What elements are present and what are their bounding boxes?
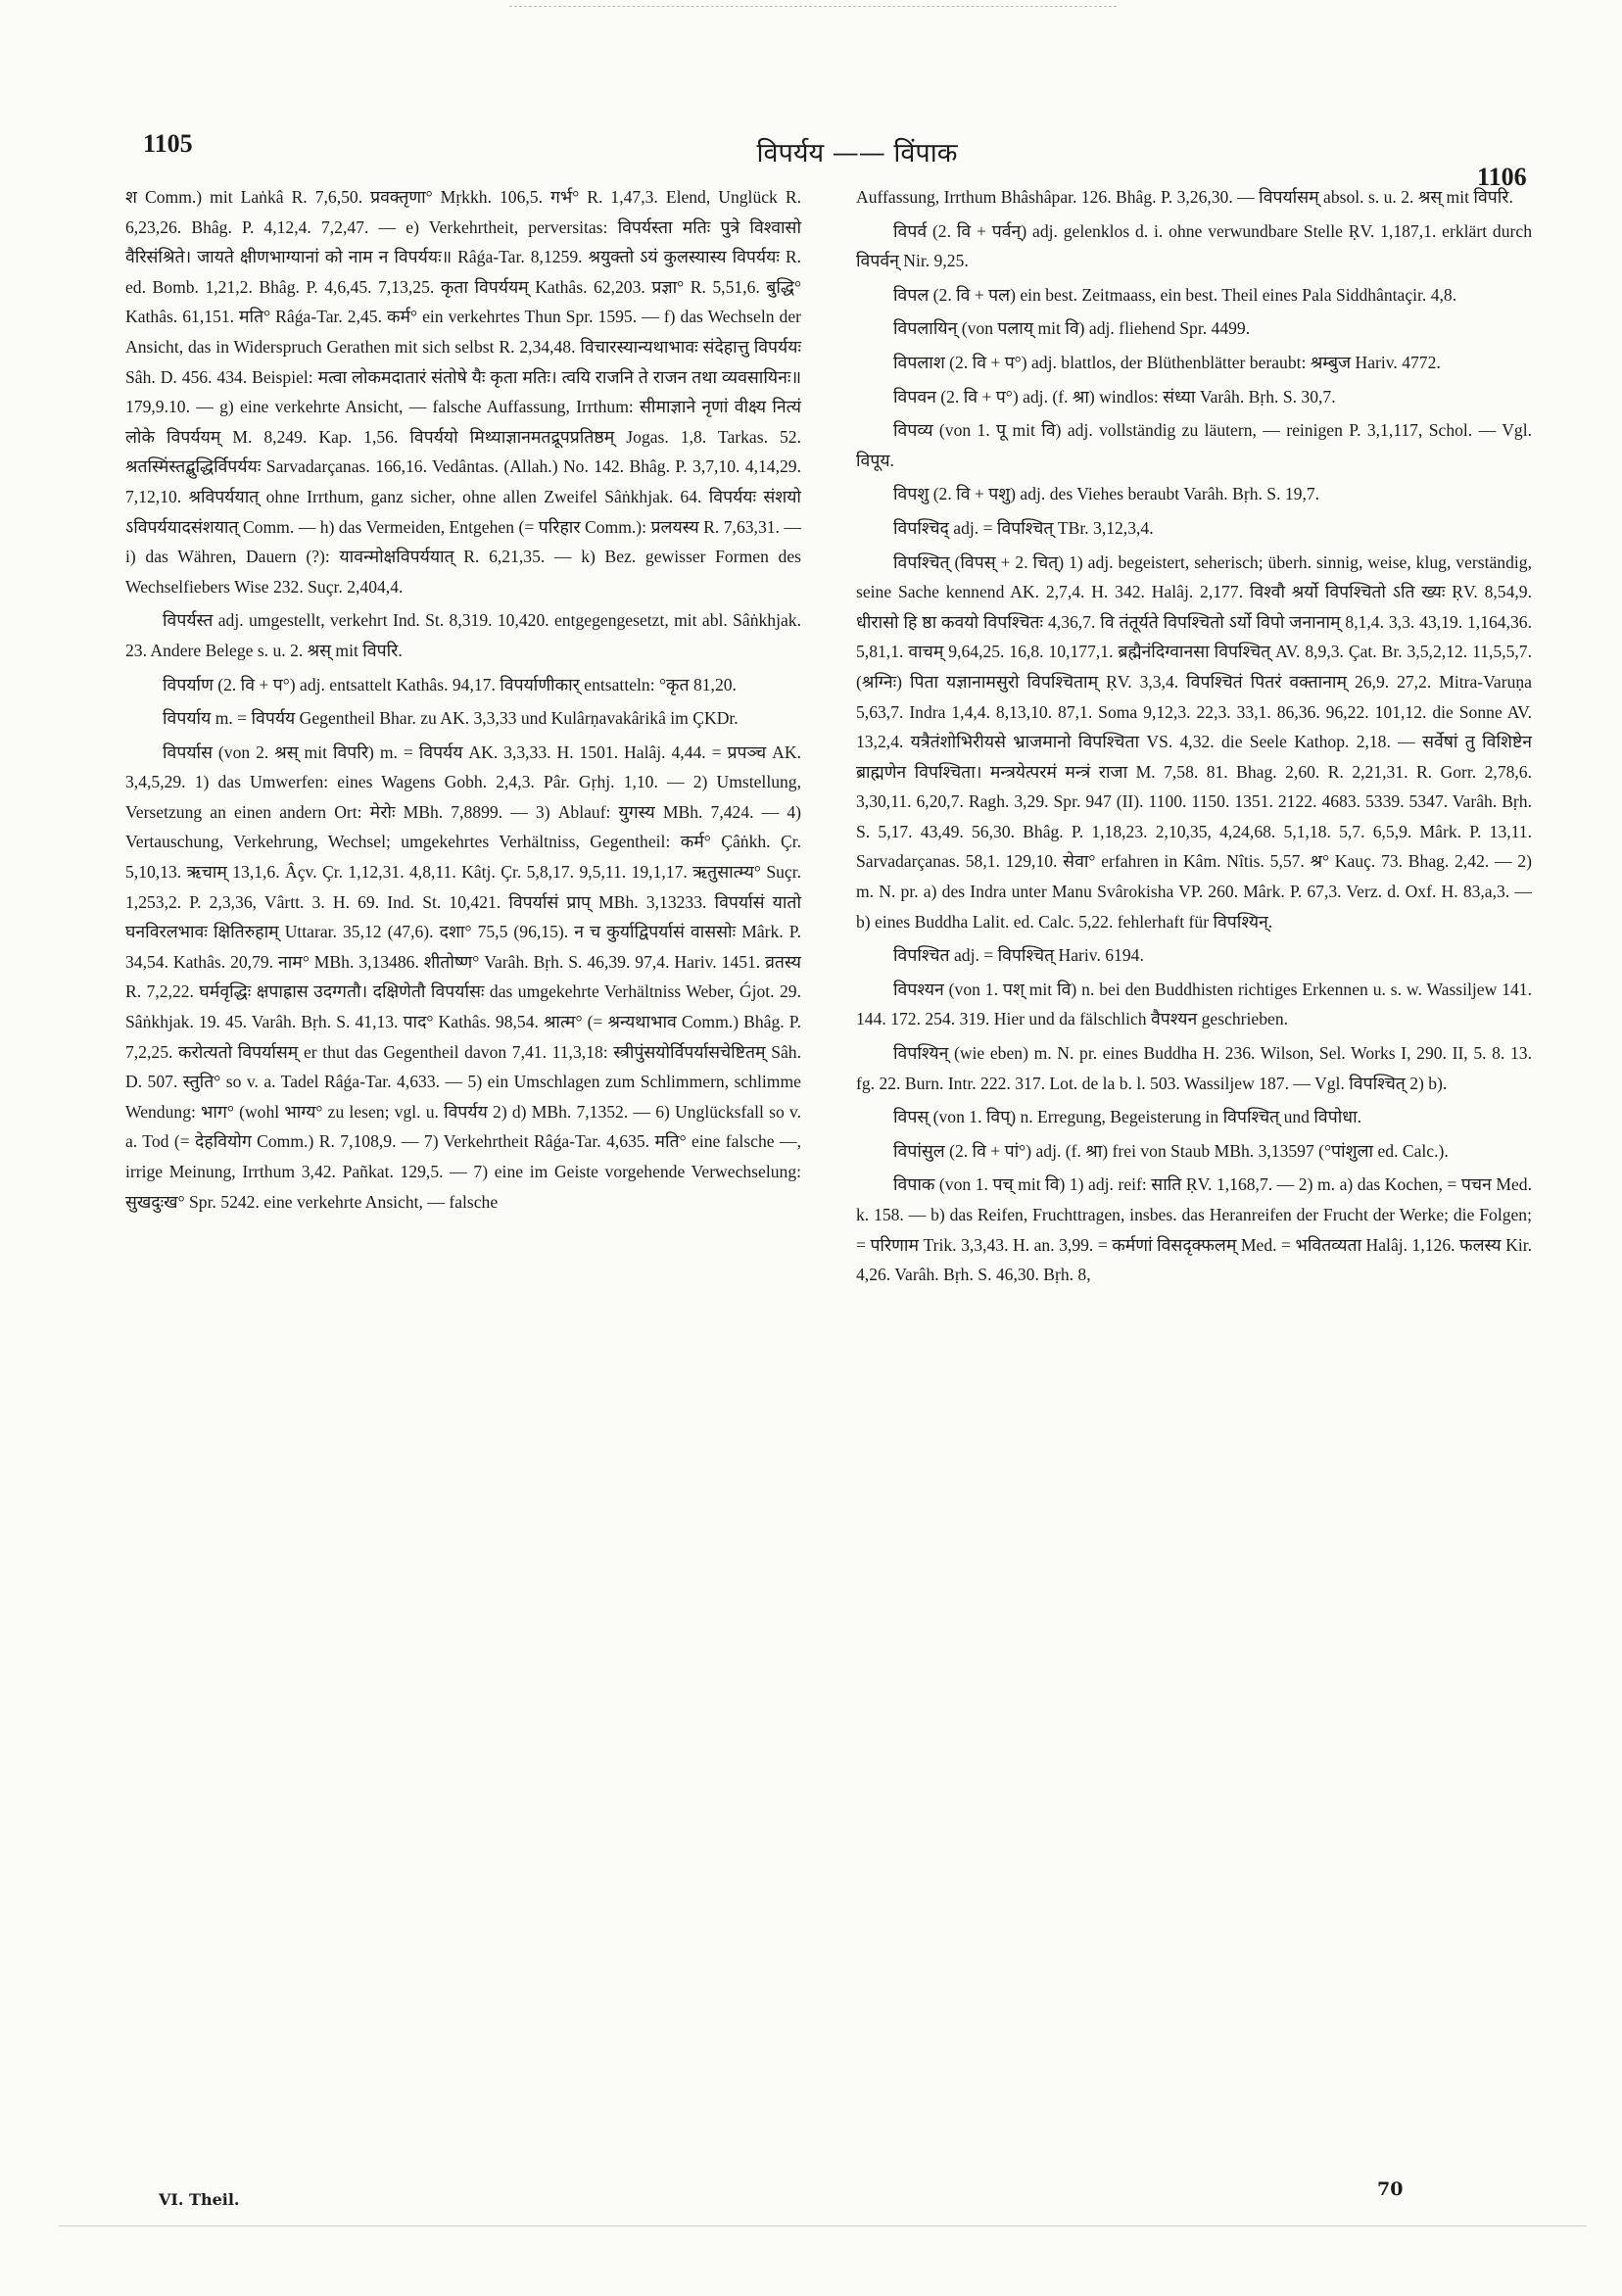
entry-vipalasha: विपलाश (2. वि + प°) adj. blattlos, der Blüthenblätter beraubt: श्रम्बुज Hariv. 4772. xyxy=(893,352,1441,372)
entry-vipashyin: विपश्यिन् (wie eben) m. N. pr. eines Buddha H. 236. Wilson, Sel. Works I, 290. II, 5. 8. 13. fg. 22. Burn. Intr. 222. 317. Lot. de la b. l. 503. Wassiljew 187. — Vgl. विपश्चित् 2) b). xyxy=(856,1043,1532,1093)
entry-vipamsula: विपांसुल (2. वि + पां°) adj. (f. श्रा) frei von Staub MBh. 3,13597 (°पांशुला ed. Calc.). xyxy=(893,1140,1449,1161)
entry-continuation-right: Auffassung, Irrthum Bhâshâpar. 126. Bhâg. P. 3,26,30. — विपर्यासम् absol. s. u. 2. श्रस् mit विपरि. xyxy=(856,187,1513,207)
entry-vipalayin: विपलायिन् (von पलाय् mit वि) adj. fliehend Spr. 4499. xyxy=(893,318,1251,339)
running-header: विपर्यय —— विंपाक xyxy=(756,138,958,168)
entry-vipavana: विपवन (2. वि + प°) adj. (f. श्रा) windlos: संध्या Varâh. Bṛh. S. 30,7. xyxy=(893,386,1336,407)
left-column xyxy=(125,182,801,1220)
right-page-number: 1106 xyxy=(1477,163,1527,191)
entry-vipashyana: विपश्यन (von 1. पश् mit वि) n. bei den Buddhisten richtiges Erkennen u. s. w. Wassiljew 141. 144. 172. 254. 319. Hier und da fälschlich वैपश्यन geschrieben. xyxy=(856,979,1532,1029)
entry-vipala: विपल (2. वि + पल) ein best. Zeitmaass, ein best. Theil eines Pala Siddhântaçir. 4,8. xyxy=(893,284,1457,305)
top-rule xyxy=(509,6,1117,7)
entry-viparva: विपर्व (2. वि + पर्वन्) adj. gelenklos d. i. ohne verwundbare Stelle ṚV. 1,187,1. erklärt durch विपर्वन् Nir. 9,25. xyxy=(856,220,1532,271)
entry-vipashchit: विपश्चित् (विपस् + 2. चित्) 1) adj. begeistert, seherisch; überh. sinnig, weise, klug, verständig, seine Sache kennend AK. 2,7,4. H. 342. Halâj. 2,177. विश्वौ श्रर्यो विपश्चितो ऽति ख्यः ṚV. 8,54,9. धीरासो हि ष्ठा कवयो विपश्चितः 4,36,7. वि तंतूर्यते विपश्चितो ऽर्यो विपो जनानाम् 8,1,4. 3,3. 43,19. 1,164,36. 5,81,1. वाचम् 9,64,25. 16,8. 10,177,1. ब्रह्मैनंदिग्वानसा विपश्चित् AV. 8,9,3. Çat. Br. 3,5,2,12. 11,5,5,7. (श्रग्निः) पिता यज्ञानामसुरो विपश्चिताम् ṚV. 3,3,4. विपश्चितं पितरं वक्तानाम् 26,9. 27,2. Mitra-Varuṇa 5,63,7. Indra 1,4,4. 8,13,10. 87,1. Soma 9,12,3. 22,3. 33,1. 86,36. 96,22. 101,12. die Sonne AV. 13,2,4. यत्रैतंशोभिरीयसे भ्राजमानो विपश्चिता VS. 4,32. die Seele Kathop. 2,18. — सर्वेषां तु विशिष्टेन ब्राह्मणेन विपश्चिता। मन्त्रयेत्परमं मन्त्रं राजा M. 7,58. 81. Bhag. 2,60. R. 2,21,31. R. Gorr. 2,78,6. 3,30,11. 6,20,7. Ragh. 3,29. Spr. 947 (II). 1100. 1150. 1351. 2122. 4683. 5339. 5347. Varâh. Bṛh. S. 5,17. 43,49. 56,30. Bhâg. P. 1,18,23. 2,10,35, 4,24,68. 5,1,18. 5,7. 6,5,9. Mârk. P. 13,11. Sarvadarçanas. 58,1. 129,10. सेवा° erfahren in Kâm. Nîtis. 5,57. श्र° Kauç. 73. Bhag. 2,42. — 2) m. N. pr. a) des Indra unter Manu Svârokisha VP. 260. Mârk. P. 67,3. Verz. d. Oxf. H. 83,a,3. — b) eines Buddha Lalit. ed. Calc. 5,22. fehlerhaft für विपश्यिन्. xyxy=(856,551,1532,932)
entry-vipas: विपस् (von 1. विप्) n. Erregung, Begeisterung in विपश्चित् und विपोधा. xyxy=(893,1107,1362,1127)
entry-continuation: श Comm.) mit Laṅkâ R. 7,6,50. प्रवक्तृणा° Mṛkkh. 106,5. गर्भ° R. 1,47,3. Elend, Unglück R. 6,23,26. Bhâg. P. 4,12,4. 7,2,47. — e) Verkehrtheit, perversitas: विपर्यस्ता मतिः पुत्रे विश्वासो वैरिसंश्रिते। जायते क्षीणभाग्यानां को नाम न विपर्ययः॥ Râǵa-Tar. 8,1259. श्रयुक्तो ऽयं कुलस्यास्य विपर्ययः R. ed. Bomb. 1,21,2. Bhâg. P. 4,6,45. 7,13,25. कृता विपर्ययम् Kathâs. 62,203. प्रज्ञा° R. 5,51,6. बुद्धि° Kathâs. 61,151. मति° Râǵa-Tar. 2,45. कर्म° ein verkehrtes Thun Spr. 1595. — f) das Wechseln der Ansicht, das in Widerspruch Gerathen mit sich selbst R. 2,34,48. विचारस्यान्यथाभावः संदेहात्तु विपर्ययः Sâh. D. 456. 434. Beispiel: मत्वा लोकमदातारं संतोषे यैः कृता मतिः। त्वयि राजनि ते राजन तथा व्यवसायिनः॥ 179,9.10. — g) eine verkehrte Ansicht, — falsche Auffassung, Irrthum: सीमाज्ञाने नृणां वीक्ष्य नित्यं लोके विपर्ययम् M. 8,249. Kap. 1,56. विपर्ययो मिथ्याज्ञानमतद्रूपप्रतिष्ठम् Jogas. 1,8. Tarkas. 52. श्रतस्मिंस्तद्बुद्धिर्विपर्ययः Sarvadarçanas. 166,16. Vedântas. (Allah.) No. 142. Bhâg. P. 3,7,10. 4,14,29. 7,12,10. श्रविपर्ययात् ohne Irrthum, ganz sicher, ohne allen Zweifel Sâṅkhjak. 64. विपर्ययः संशयो ऽविपर्ययादसंशयात् Comm. — h) das Vermeiden, Entgehen (= परिहार Comm.): प्रलयस्य R. 7,63,31. — i) das Währen, Dauern (?): यावन्मोक्षविपर्ययात् R. 6,21,35. — k) Bez. gewisser Formen des Wechselfiebers Wise 232. Suçr. 2,404,4. xyxy=(125,187,801,597)
volume-note: VI. Theil. xyxy=(159,2190,240,2209)
entry-vipavya: विपव्य (von 1. पू mit वि) adj. vollständig zu läutern, — reinigen P. 3,1,117, Schol. — Vgl. विपूय. xyxy=(856,420,1532,470)
entry-vipashchid: विपश्चिद् adj. = विपश्चित् TBr. 3,12,3,4. xyxy=(893,517,1154,538)
entry-viparyana: विपर्याण (2. वि + प°) adj. entsattelt Kathâs. 94,17. विपर्याणीकार् entsatteln: °कृत 81,20. xyxy=(163,674,737,694)
bottom-rule xyxy=(59,2225,1587,2226)
entry-vipaka: विपाक (von 1. पच् mit वि) 1) adj. reif: साति ṚV. 1,168,7. — 2) m. a) das Kochen, = पचन Med. k. 158. — b) das Reifen, Fruchttragen, insbes. das Heranreifen der Frucht der Werke; die Folgen; = परिणाम Trik. 3,3,43. H. an. 3,99. = कर्मणां विसदृक्फलम् Med. = भवितव्यता Halâj. 1,126. फलस्य Kir. 4,26. Varâh. Bṛh. S. 46,30. Bṛh. 8, xyxy=(856,1174,1532,1285)
signature-mark: 70 xyxy=(1377,2178,1404,2200)
entry-viparyasa: विपर्यास (von 2. श्रस् mit विपरि) m. = विपर्यय AK. 3,3,33. H. 1501. Halâj. 4,44. = प्रपञ्च AK. 3,4,5,29. 1) das Umwerfen: eines Wagens Gobh. 2,4,3. Pâr. Gṛhj. 1,10. — 2) Umstellung, Versetzung an einen andern Ort: मेरोः MBh. 7,8899. — 3) Ablauf: युगस्य MBh. 7,424. — 4) Vertauschung, Verkehrung, Wechsel; umgekehrtes Verhältniss, Gegentheil: कर्म° Çâṅkh. Çr. 5,10,13. ऋचाम् 13,1,6. Âçv. Çr. 1,12,31. 4,8,11. Kâtj. Çr. 5,8,17. 9,5,11. 19,1,17. ऋतुसात्म्य° Suçr. 1,253,2. P. 2,3,36, Vârtt. 3. H. 69. Ind. St. 10,421. विपर्यासं प्राप् MBh. 3,13233. विपर्यासं यातो घनविरलभावः क्षितिरुहाम् Uttarar. 35,12 (47,6). दशा° 75,5 (96,15). न च कुर्याद्विपर्यासं वाससोः Mârk. P. 34,54. Kathâs. 20,79. नाम° MBh. 3,13486. शीतोष्ण° Varâh. Bṛh. S. 46,39. 97,4. Hariv. 1451. व्रतस्य R. 7,2,22. घर्मवृद्धिः क्षपाह्रास उदग्गतौ। दक्षिणेतौ विपर्यासः das umgekehrte Verhältniss Weber, Ǵjot. 29. Sâṅkhjak. 19. 45. Varâh. Bṛh. S. 41,13. पाद° Kathâs. 98,54. श्रात्म° (= श्रन्यथाभाव Comm.) Bhâg. P. 7,2,25. करोत्यतो विपर्यासम् er thut das Gegentheil davon 7,41. 11,3,18: स्त्रीपुंसयोर्विपर्यासचेष्टितम् Sâh. D. 507. स्तुति° so v. a. Tadel Râǵa-Tar. 4,633. — 5) ein Umschlagen zum Schlimmern, schlimme Wendung: भाग° (wohl भाग्य° zu lesen; vgl. u. विपर्यय 2) d) MBh. 7,1352. — 6) Unglücksfall so v. a. Tod (= देहवियोग Comm.) R. 7,108,9. — 7) Verkehrtheit Râǵa-Tar. 4,635. मति° eine falsche —, irrige Meinung, Irrthum 3,42. Pañkat. 129,5. — 7) eine im Geiste vorgehende Verwechselung: सुखदुःख° Spr. 5242. eine verkehrte Ansicht, — falsche xyxy=(125,741,801,1212)
entry-vipashchita: विपश्चित adj. = विपश्चित् Hariv. 6194. xyxy=(893,945,1144,966)
left-page-number: 1105 xyxy=(143,129,193,158)
entry-viparyaya: विपर्याय m. = विपर्यय Gegentheil Bhar. zu AK. 3,3,33 und Kulârṇavakârikâ im ÇKDr. xyxy=(163,708,739,729)
entry-viparyasta: विपर्यस्त adj. umgestellt, verkehrt Ind. St. 8,319. 10,420. entgegengesetzt, mit abl. Sâṅkhjak. 23. Andere Belege s. u. 2. श्रस् mit विपरि. xyxy=(125,610,801,660)
right-column xyxy=(856,182,1532,1294)
entry-vipashu: विपशु (2. वि + पशु) adj. des Viehes beraubt Varâh. Bṛh. S. 19,7. xyxy=(893,484,1320,504)
